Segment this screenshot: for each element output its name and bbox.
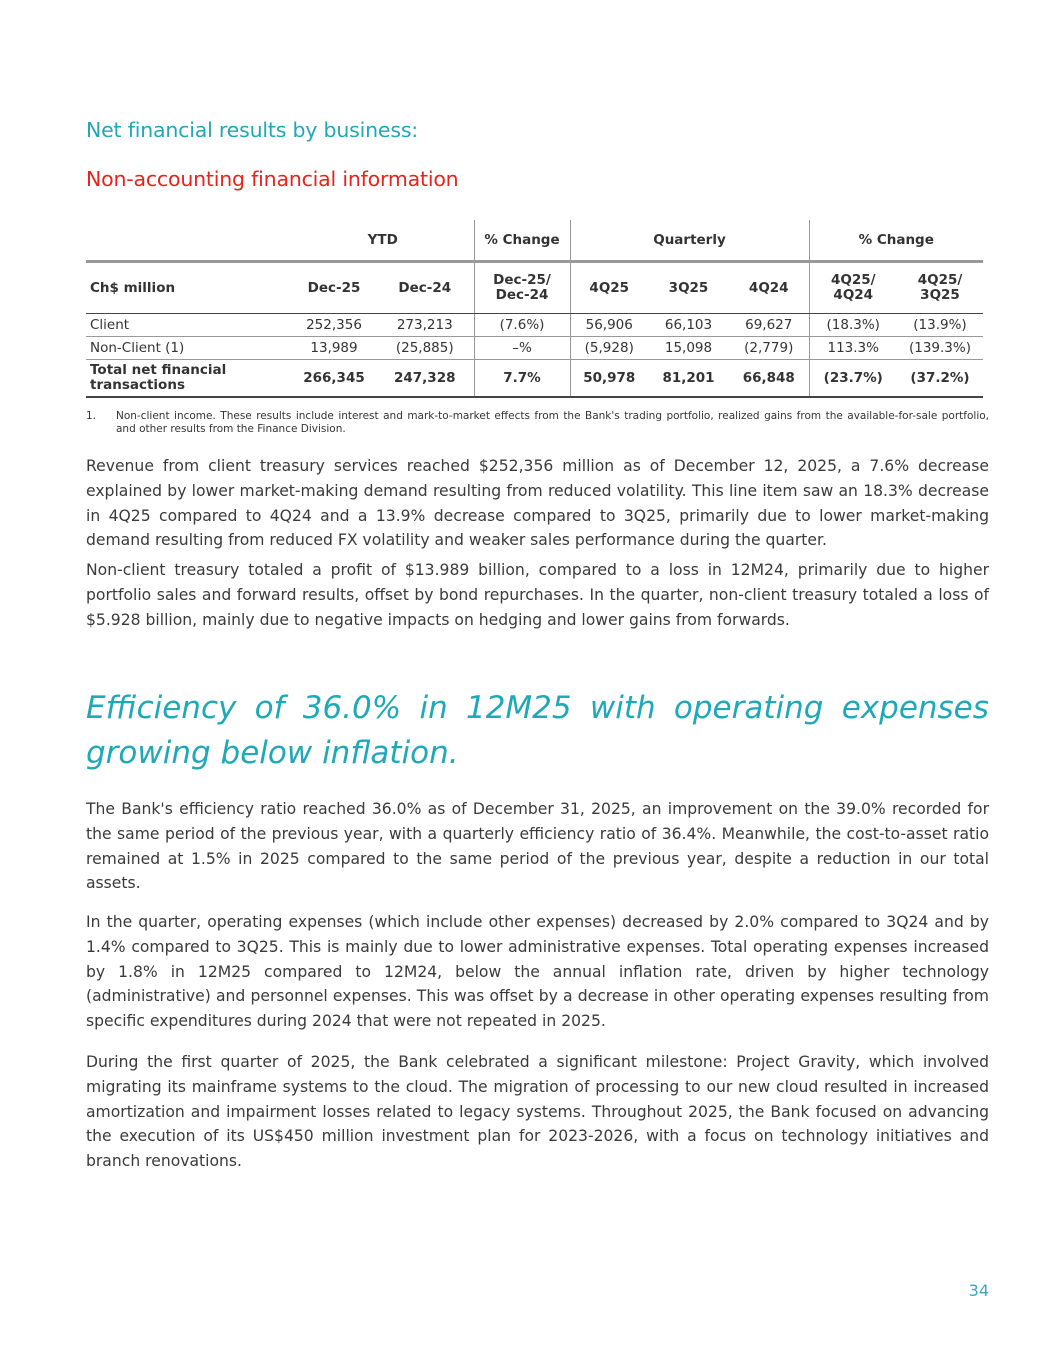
headline-word: in (419, 690, 448, 726)
col-4q24: 4Q24 (729, 262, 809, 314)
col-dec25: Dec-25 (292, 262, 376, 314)
table-row: Client 252,356 273,213 (7.6%) 56,906 66,103 69,627 (18.3%) (13.9%) (86, 314, 983, 337)
headline-word: 12M25 (465, 690, 572, 726)
efficiency-headline (86, 686, 989, 776)
col-4q25-4q24: 4Q25/ 4Q24 (809, 262, 897, 314)
footnote-number: 1. (86, 410, 97, 422)
col-dec25-dec24: Dec-25/ Dec-24 (474, 262, 570, 314)
col-4q25: 4Q25 (570, 262, 648, 314)
headline-line-2: growing below inflation. (86, 735, 459, 771)
col-dec24: Dec-24 (376, 262, 474, 314)
section-title: Net financial results by business: (86, 118, 419, 142)
group-ytd: YTD (292, 220, 474, 262)
headline-line-1 (86, 686, 989, 731)
table-column-header (86, 262, 983, 314)
footnote-text: Non-client income. These results include interest and mark-to-market effects from the Bank's trading portfolio, realized gains from the available-for-sale portfolio, and other results from the Finance Division. (116, 410, 989, 435)
group-pct-change-quarterly: % Change (809, 220, 983, 262)
headline-word: of (254, 690, 285, 726)
paragraph-non-client-treasury: Non-client treasury totaled a profit of $13.989 billion, compared to a loss in 12M24, primarily due to higher portfolio sales and forward results, offset by bond repurchases. In the quarter, non-client treasury totaled a loss of $5.928 billion, mainly due to negative impacts on hedging and lower gains from forwards. (86, 561, 989, 629)
paragraph-project-gravity: During the first quarter of 2025, the Bank celebrated a significant milestone: Project Gravity, which involved migrating its mainframe systems to the cloud. The migration of processing to our new cloud resulted in increased amortization and impairment losses related to legacy systems. Throughout 2025, the Bank focused on advancing the execution of its US$450 million investment plan for 2023-2026, with a focus on technology initiatives and branch renovations. (86, 1053, 989, 1171)
headline-word: expenses (841, 690, 989, 726)
headline-word: with (589, 690, 656, 726)
headline-word: 36.0% (302, 690, 402, 726)
paragraph-operating-expenses: In the quarter, operating expenses (which include other expenses) decreased by 2.0% compared to 3Q24 and by 1.4% compared to 3Q25. This is mainly due to lower administrative expenses. Total operating expenses increased by 1.8% in 12M25 compared to 12M24, below the annual inflation rate, driven by higher technology (administrative) and personnel expenses. This was offset by a decrease in other operating expenses resulting from specific expenditures during 2024 that were not repeated in 2025. (86, 913, 989, 1031)
page-number: 34 (968, 1281, 989, 1300)
table-group-header (86, 220, 983, 262)
table-footnote (86, 410, 989, 435)
financial-results-table (86, 220, 983, 398)
paragraph-client-treasury: Revenue from client treasury services reached $252,356 million as of December 12, 2025, a 7.6% decrease explained by lower market-making demand resulting from reduced volatility. This line item saw an 18.3% decrease in 4Q25 compared to 4Q24 and a 13.9% decrease compared to 3Q25, primarily due to lower market-making demand resulting from reduced FX volatility and weaker sales performance during the quarter. (86, 457, 989, 550)
section-subtitle: Non-accounting financial information (86, 167, 459, 191)
headline-word: operating (673, 690, 824, 726)
col-4q25-3q25: 4Q25/ 3Q25 (897, 262, 983, 314)
col-label: Ch$ million (86, 262, 292, 314)
group-quarterly: Quarterly (570, 220, 809, 262)
paragraph-efficiency-ratio: The Bank's efficiency ratio reached 36.0% as of December 31, 2025, an improvement on the 39.0% recorded for the same period of the previous year, with a quarterly efficiency ratio of 36.4%. Meanwhile, the cost-to-asset ratio remained at 1.5% in 2025 compared to the same period of the previous year, despite a reduction in our total assets. (86, 800, 989, 893)
table-row: Non-Client (1) 13,989 (25,885) –% (5,928) 15,098 (2,779) 113.3% (139.3%) (86, 337, 983, 360)
headline-word: Efficiency (86, 690, 237, 726)
table-total-row: Total net financial transactions 266,345 247,328 7.7% 50,978 81,201 66,848 (23.7%) (37.2%) (86, 360, 983, 398)
group-pct-change-ytd: % Change (474, 220, 570, 262)
col-3q25: 3Q25 (648, 262, 729, 314)
